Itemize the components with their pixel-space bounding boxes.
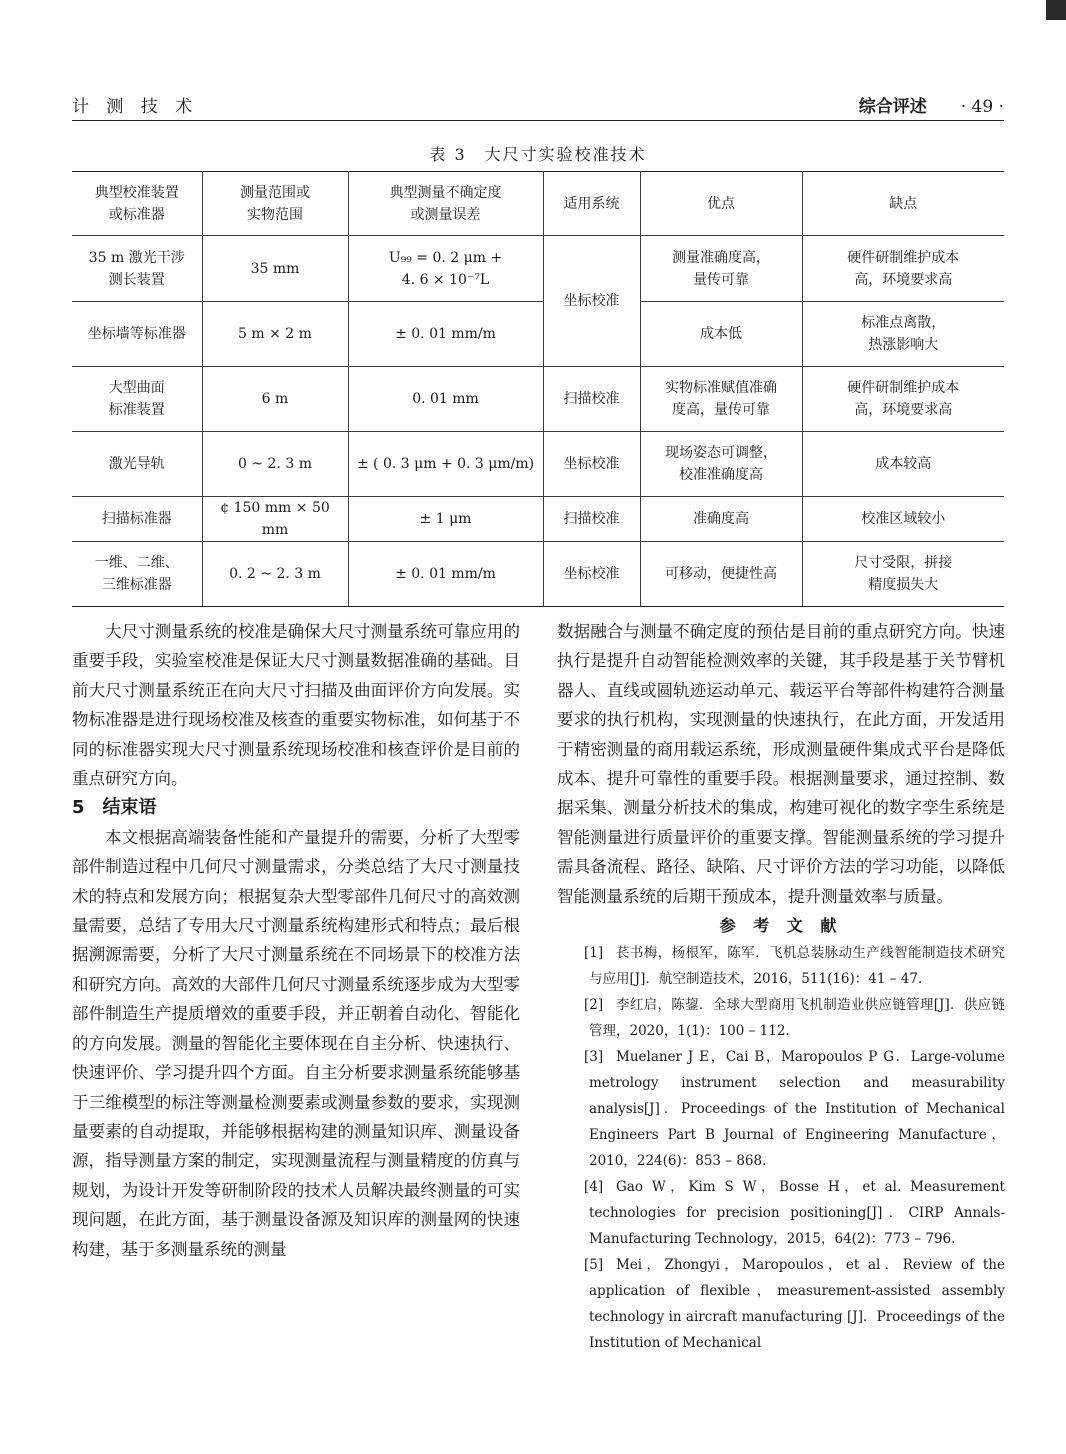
table-row (72, 367, 1004, 432)
reference-item (557, 1252, 1005, 1356)
table-cell: U₉₉ = 0. 2 μm + 4. 6 × 10⁻⁷L (348, 236, 543, 302)
table-row (72, 432, 1004, 497)
body-paragraph: 本文根据高端装备性能和产量提升的需要，分析了大型零部件制造过程中几何尺寸测量需求，分类总结了大尺寸测量技术的特点和发展方向；根据复杂大型零部件几何尺寸的高效测量需要，总结了专用大尺寸测量系统构建形式和特点；最后根据溯源需要，分析了大尺寸测量系统在不同场景下的校准方法和研究方向。高效的大部件几何尺寸测量系统逐步成为大型零部件制造生产提质增效的重要手段，并正朝着自动化、智能化的方向发展。测量的智能化主要体现在自主分析、快速执行、快速评价、学习提升四个方面。自主分析要求测量系统能够基于三维模型的标注等测量检测要素或测量参数的要求，实现测量要素的自动提取，并能够根据构建的测量知识库、测量设备源，指导测量方案的制定，实现测量流程与测量精度的仿真与规划，为设计开发等研制阶段的技术人员解决最终测量的可实现问题，在此方面，基于测量设备源及知识库的测量网的快速构建，基于多测量系统的测量 (72, 827, 520, 1259)
reference-number: [1] (584, 945, 604, 962)
table-cell: 35 m 激光干涉 测长装置 (72, 236, 202, 302)
table-cell: 大型曲面 标准装置 (72, 367, 202, 432)
table-cell: ± 0. 01 mm/m (348, 302, 543, 367)
reference-text: Muelaner J E，Cai B，Maropoulos P G．Large-volume metrology instrument selection and measurability analysis[J]．Proceedings of the Institution of Mechanical Engineers Part B Journal of Engineering Manufacture，2010，224(6)：853 – 868. (589, 1049, 1005, 1170)
table-cell: 扫描校准 (543, 497, 640, 542)
table-cell: 0. 01 mm (348, 367, 543, 432)
table-header-cell: 典型测量不确定度 或测量误差 (348, 172, 543, 236)
table-cell: 测量准确度高， 量传可靠 (640, 236, 802, 302)
table-cell: ¢ 150 mm × 50 mm (202, 497, 348, 542)
table-cell: 坐标校准 (543, 542, 640, 607)
table-cell: 校准区域较小 (802, 497, 1004, 542)
table-cell: 可移动，便捷性高 (640, 542, 802, 607)
calibration-table (72, 171, 1004, 607)
table-row (72, 542, 1004, 607)
table-cell: 实物标准赋值准确 度高，量传可靠 (640, 367, 802, 432)
reference-number: [4] (584, 1179, 604, 1196)
table-cell: 成本低 (640, 302, 802, 367)
reference-item (557, 1044, 1005, 1174)
section-title: 结束语 (102, 797, 157, 819)
table-cell: 35 mm (202, 236, 348, 302)
reference-text: 苌书梅，杨根军，陈军．飞机总装脉动生产线智能制造技术研究与应用[J]．航空制造技术，2016，511(16)：41 – 47. (589, 945, 1005, 988)
table-cell: 5 m × 2 m (202, 302, 348, 367)
reference-item (557, 940, 1005, 992)
table-cell: 激光导轨 (72, 432, 202, 497)
body-paragraph: 大尺寸测量系统的校准是确保大尺寸测量系统可靠应用的重要手段，实验室校准是保证大尺寸测量数据准确的基础。目前大尺寸测量系统正在向大尺寸扫描及曲面评价方向发展。实物标准器是进行现场校准及核查的重要实物标准，如何基于不同的标准器实现大尺寸测量系统现场校准和核查评价是目前的重点研究方向。 (72, 622, 520, 789)
reference-text: Mei，Zhongyi，Maropoulos，et al．Review of the application of flexible，measurement-assisted assembly technology in aircraft manufacturing [J]．Proceedings of the Institution of Mechanical (589, 1257, 1005, 1352)
table-cell: 成本较高 (802, 432, 1004, 497)
table-header-row (72, 172, 1004, 236)
table-cell: ± ( 0. 3 μm + 0. 3 μm/m) (348, 432, 543, 497)
right-column (557, 617, 1005, 1356)
references-heading: 参 考 文 献 (719, 916, 843, 936)
table-row (72, 236, 1004, 302)
table-cell: 尺寸受限，拼接 精度损失大 (802, 542, 1004, 607)
reference-item (557, 1174, 1005, 1252)
table-cell: 6 m (202, 367, 348, 432)
section-name: 综合评述 (858, 97, 927, 117)
table-cell: 硬件研制维护成本 高，环境要求高 (802, 236, 1004, 302)
journal-name: 计 测 技 术 (72, 97, 199, 117)
table-header-cell: 优点 (640, 172, 802, 236)
table-cell: 0 ~ 2. 3 m (202, 432, 348, 497)
table-cell: 坐标校准 (543, 236, 640, 367)
page-corner-mark (1046, 0, 1066, 20)
table-cell: 准确度高 (640, 497, 802, 542)
table-cell: 一维、二维、 三维标准器 (72, 542, 202, 607)
reference-text: 李红启，陈鋆．全球大型商用飞机制造业供应链管理[J]．供应链管理，2020，1(1)：100 – 112. (589, 997, 1005, 1040)
table-cell: ± 1 μm (348, 497, 543, 542)
left-column (72, 617, 520, 1264)
table-cell: 扫描标准器 (72, 497, 202, 542)
page-number: · 49 · (960, 97, 1004, 117)
reference-number: [5] (584, 1257, 604, 1274)
table-cell: 标准点离散， 热涨影响大 (802, 302, 1004, 367)
reference-text: Gao W，Kim S W，Bosse H，et al. Measurement technologies for precision positioning[J]．CIRP Annals-Manufacturing Technology，2015，64(2)：773 – 796. (589, 1179, 1005, 1248)
section-number: 5 (72, 797, 85, 819)
table-caption: 表 3 大尺寸实验校准技术 (429, 145, 647, 164)
table-row (72, 302, 1004, 367)
reference-number: [3] (584, 1049, 604, 1066)
table-cell: 坐标校准 (543, 432, 640, 497)
table-cell: 现场姿态可调整， 校准准确度高 (640, 432, 802, 497)
header-right (859, 92, 1004, 117)
table-header-cell: 缺点 (802, 172, 1004, 236)
table-cell: 坐标墙等标准器 (72, 302, 202, 367)
table-row (72, 497, 1004, 542)
table-cell: 0. 2 ~ 2. 3 m (202, 542, 348, 607)
reference-number: [2] (584, 997, 604, 1014)
table-header-cell: 测量范围或 实物范围 (202, 172, 348, 236)
table-header-cell: 适用系统 (543, 172, 640, 236)
running-header (72, 90, 1004, 121)
table-cell: ± 0. 01 mm/m (348, 542, 543, 607)
reference-list (557, 940, 1005, 1356)
reference-item (557, 992, 1005, 1044)
table-cell: 扫描校准 (543, 367, 640, 432)
section-heading (72, 793, 520, 822)
table-cell: 硬件研制维护成本 高，环境要求高 (802, 367, 1004, 432)
body-paragraph: 数据融合与测量不确定度的预估是目前的重点研究方向。快速执行是提升自动智能检测效率的关键，其手段是基于关节臂机器人、直线或圆轨迹运动单元、载运平台等部件构建符合测量要求的执行机构，实现测量的快速执行，在此方面，开发适用于精密测量的商用载运系统，形成测量硬件集成式平台是降低成本、提升可靠性的重要手段。根据测量要求，通过控制、数据采集、测量分析技术的集成，构建可视化的数字孪生系统是智能测量进行质量评价的重要支撑。智能测量系统的学习提升需具备流程、路径、缺陷、尺寸评价方法的学习功能，以降低智能测量系统的后期干预成本，提升测量效率与质量。 (557, 622, 1005, 906)
table-header-cell: 典型校准装置 或标准器 (72, 172, 202, 236)
